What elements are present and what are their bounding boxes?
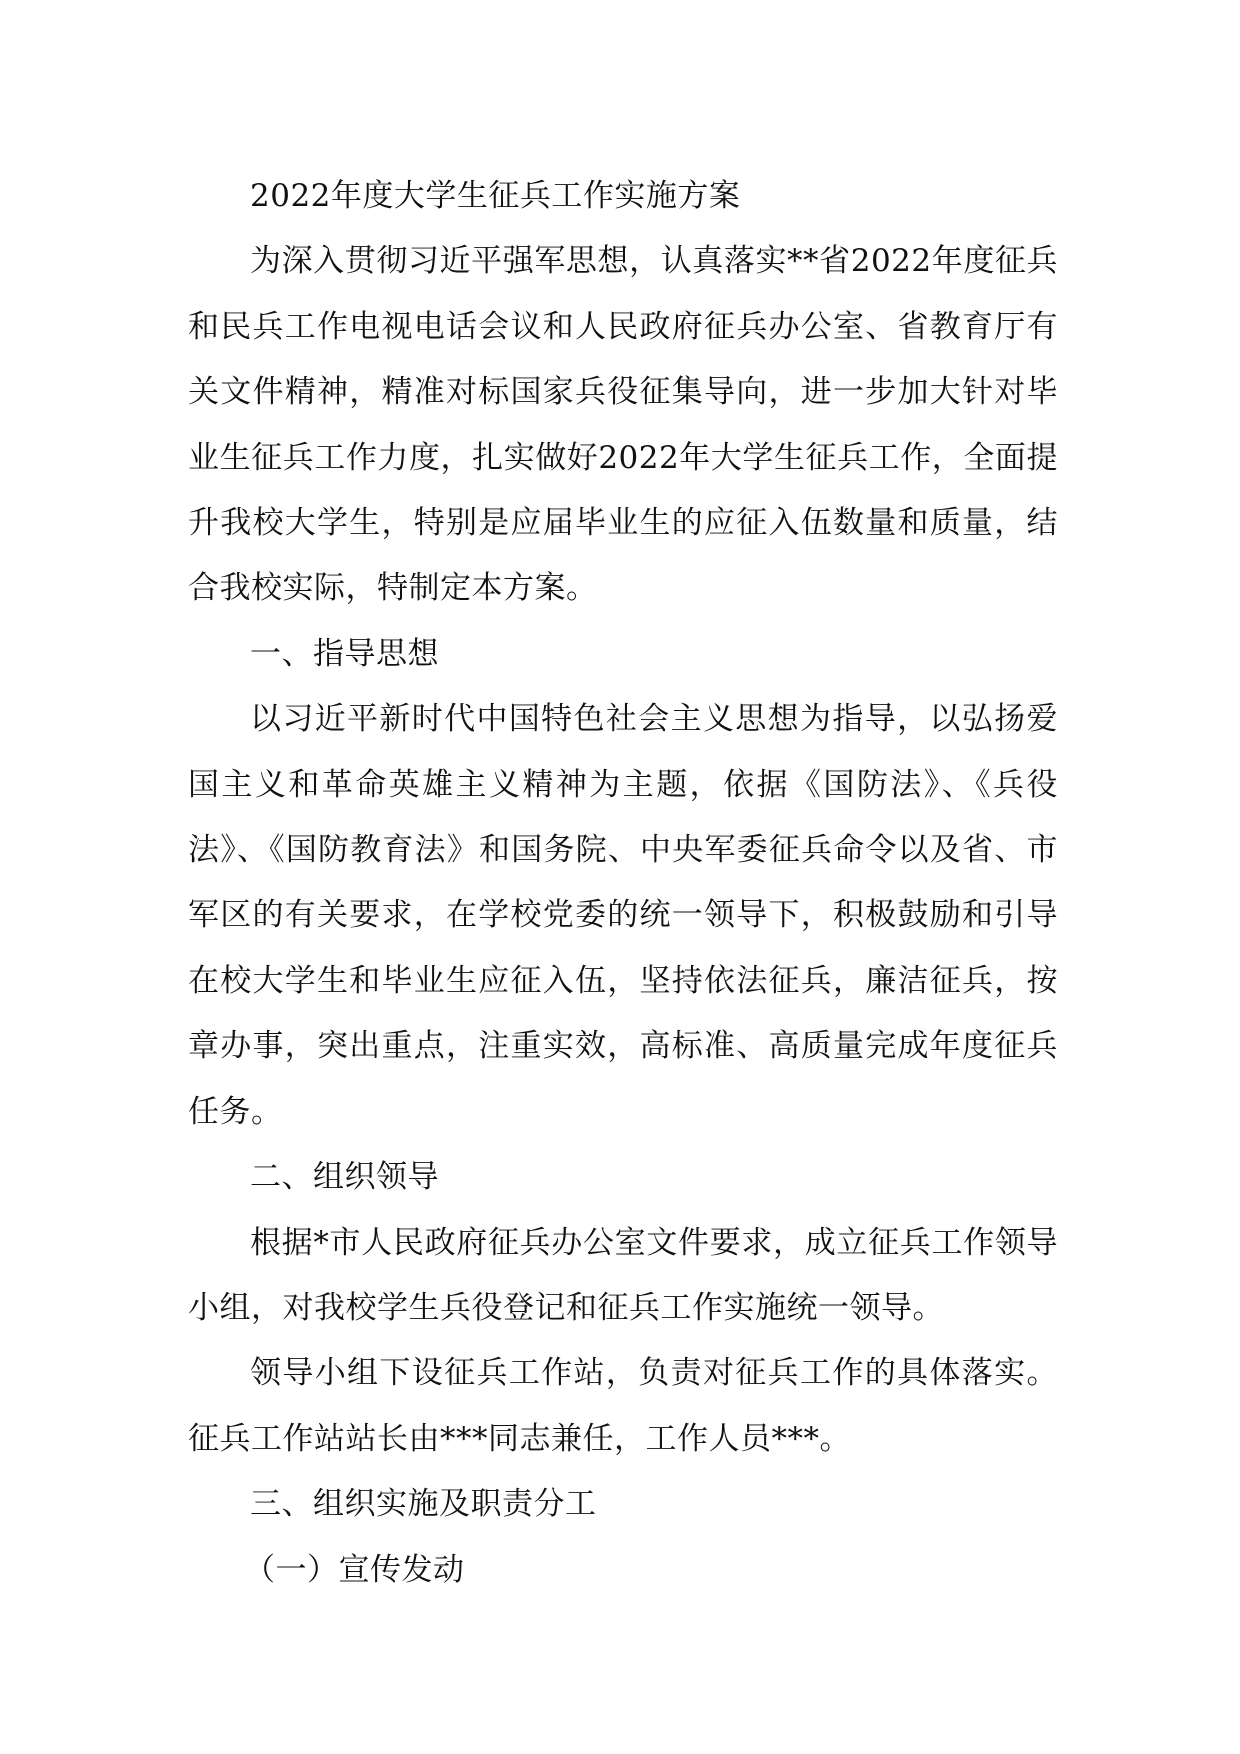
- guiding-ideology-paragraph: 以习近平新时代中国特色社会主义思想为指导，以弘扬爱国主义和革命英雄主义精神为主题，依据《国防法》、《兵役法》、《国防教育法》和国务院、中央军委征兵命令以及省、市军区的有关要求，在学校党委的统一领导下，积极鼓励和引导在校大学生和毕业生应征入伍，坚持依法征兵，廉洁征兵，按章办事，突出重点，注重实效，高标准、高质量完成年度征兵任务。: [188, 701, 1058, 1130]
- document-body: [188, 164, 1058, 1603]
- organization-leadership-paragraph-1: 根据*市人民政府征兵办公室文件要求，成立征兵工作领导小组，对我校学生兵役登记和征兵工作实施统一领导。: [188, 1224, 1058, 1326]
- intro-paragraph: 为深入贯彻习近平强军思想，认真落实**省2022年度征兵和民兵工作电视电话会议和人民政府征兵办公室、省教育厅有关文件精神，精准对标国家兵役征集导向，进一步加大针对毕业生征兵工作力度，扎实做好2022年大学生征兵工作，全面提升我校大学生，特别是应届毕业生的应征入伍数量和质量，结合我校实际，特制定本方案。: [188, 243, 1058, 607]
- organization-leadership-paragraph-2: 领导小组下设征兵工作站，负责对征兵工作的具体落实。征兵工作站站长由***同志兼任，工作人员***。: [188, 1355, 1058, 1457]
- subsection-heading-publicity: （一）宣传发动: [244, 1551, 465, 1588]
- section-heading-guiding-ideology: 一、指导思想: [250, 635, 439, 672]
- document-title: 2022年度大学生征兵工作实施方案: [250, 178, 741, 214]
- section-heading-organization-leadership: 二、组织领导: [250, 1159, 439, 1196]
- section-heading-implementation: 三、组织实施及职责分工: [250, 1486, 597, 1523]
